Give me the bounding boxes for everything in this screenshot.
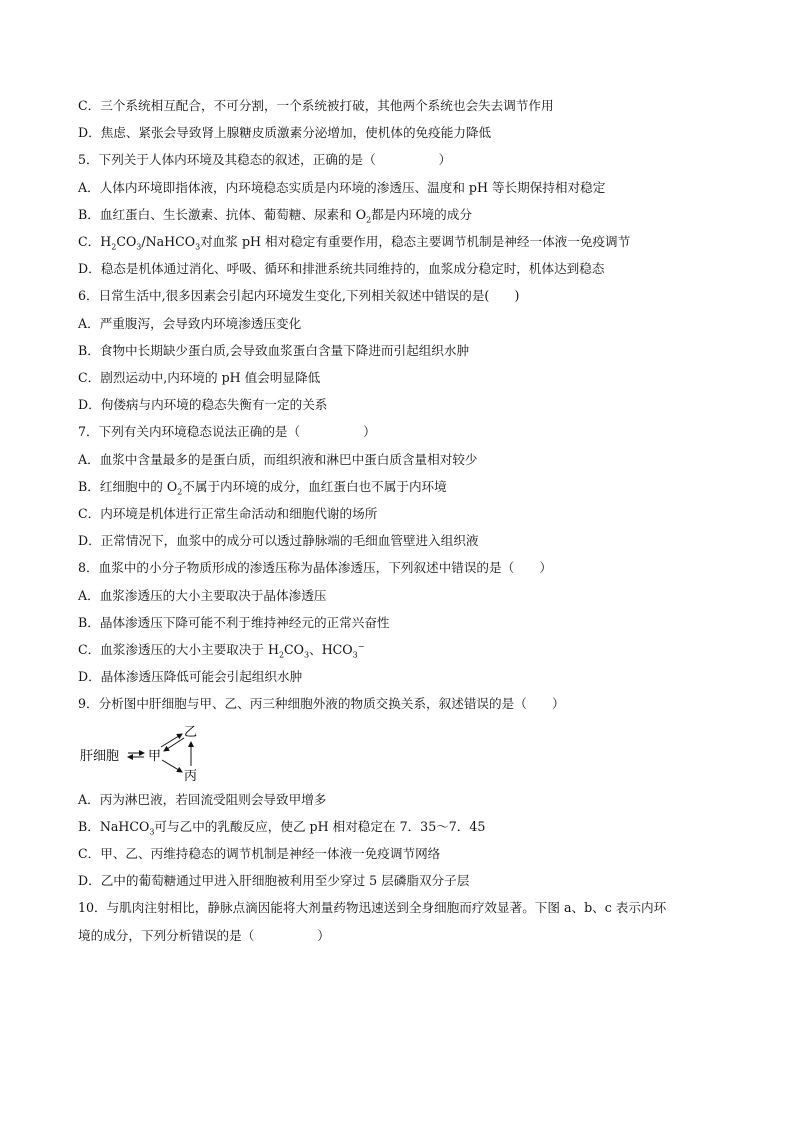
answer-option: D．晶体渗透压降低可能会引起组织水肿 (78, 669, 303, 685)
question-stem: 境的成分，下列分析错误的是（ ） (78, 927, 330, 943)
question-stem: 6．日常生活中,很多因素会引起内环境发生变化,下列相关叙述中错误的是( ) (78, 288, 520, 304)
exam-page (78, 92, 738, 949)
answer-option: D．乙中的葡萄糖通过甲进入肝细胞被利用至少穿过 5 层磷脂双分子层 (78, 873, 470, 889)
answer-option: C．剧烈运动中,内环境的 pH 值会明显降低 (78, 370, 321, 386)
question-stem: 7．下列有关内环境稳态说法正确的是（ ） (78, 424, 376, 440)
answer-option: B．血红蛋白、生长激素、抗体、葡萄糖、尿素和 $O_2$都是内环境的成分 (78, 206, 472, 225)
exchange-diagram-svg (78, 722, 258, 782)
answer-option: A．血浆渗透压的大小主要取决于晶体渗透压 (78, 587, 327, 603)
answer-option: C．$H_2CO_3/NaHCO_3$对血浆 pH 相对稳定有重要作用，稳态主要调节机制是神经一体液一免疫调节 (78, 234, 631, 252)
arrow-jia-to-bing (162, 760, 182, 772)
arrow-jia-to-yi (161, 734, 182, 747)
exchange-diagram (78, 722, 738, 782)
arrow-yi-to-jia (164, 738, 184, 751)
answer-option: A．严重腹泻，会导致内环境渗透压变化 (78, 315, 302, 331)
answer-option: B．晶体渗透压下降可能不利于维持神经元的正常兴奋性 (78, 614, 390, 630)
label-yi: 乙 (184, 724, 198, 740)
label-jia: 甲 (148, 748, 162, 764)
answer-option: B．食物中长期缺少蛋白质,会导致血浆蛋白含量下降进而引起组织水肿 (78, 342, 470, 358)
label-bing: 丙 (184, 768, 198, 782)
answer-option: D．佝偻病与内环境的稳态失衡有一定的关系 (78, 397, 328, 413)
answer-option: C．甲、乙、丙维持稳态的调节机制是神经一体液一免疫调节网络 (78, 846, 441, 862)
question-stem: 10．与肌肉注射相比，静脉点滴因能将大剂量药物迅速送到全身细胞而疗效显著。下图 a、b、c 表示内环 (78, 900, 667, 916)
answer-option: A．人体内环境即指体液，内环境稳态实质是内环境的渗透压、温度和 pH 等长期保持相对稳定 (78, 179, 606, 195)
answer-option: B．红细胞中的 $O_2$不属于内环境的成分，血红蛋白也不属于内环境 (78, 478, 447, 497)
question-stem: 8．血浆中的小分子物质形成的渗透压称为晶体渗透压，下列叙述中错误的是（ ） (78, 560, 552, 576)
answer-option: A．丙为淋巴液，若回流受阻则会导致甲增多 (78, 791, 327, 807)
answer-option: C．三个系统相互配合，不可分割，一个系统被打破，其他两个系统也会失去调节作用 (78, 98, 554, 113)
answer-option: D．稳态是机体通过消化、呼吸、循环和排泄系统共同维持的，血浆成分稳定时，机体达到稳态 (78, 261, 605, 277)
question-stem: 5．下列关于人体内环境及其稳态的叙述，正确的是（ ） (78, 152, 452, 168)
question-stem: 9．分析图中肝细胞与甲、乙、丙三种细胞外液的物质交换关系，叙述错误的是（ ） (78, 696, 565, 712)
question-block-bottom (78, 786, 738, 949)
question-block-top (78, 92, 738, 718)
answer-option: A．血浆中含量最多的是蛋白质，而组织液和淋巴中蛋白质含量相对较少 (78, 451, 478, 467)
answer-option: D．正常情况下，血浆中的成分可以透过静脉端的毛细血管壁进入组织液 (78, 533, 479, 549)
answer-option: B．NaHCO$_3$可与乙中的乳酸反应，使乙 pH 相对稳定在 7．35～7．45 (78, 818, 486, 837)
answer-option: D．焦虑、紧张会导致肾上腺糖皮质激素分泌增加，使机体的免疫能力降低 (78, 125, 492, 141)
label-liver: 肝细胞 (80, 748, 120, 764)
answer-option: C．内环境是机体进行正常生命活动和细胞代谢的场所 (78, 506, 378, 522)
answer-option: C．血浆渗透压的大小主要取决于 $H_2CO_3$、$HCO_3^-$ (78, 641, 365, 660)
